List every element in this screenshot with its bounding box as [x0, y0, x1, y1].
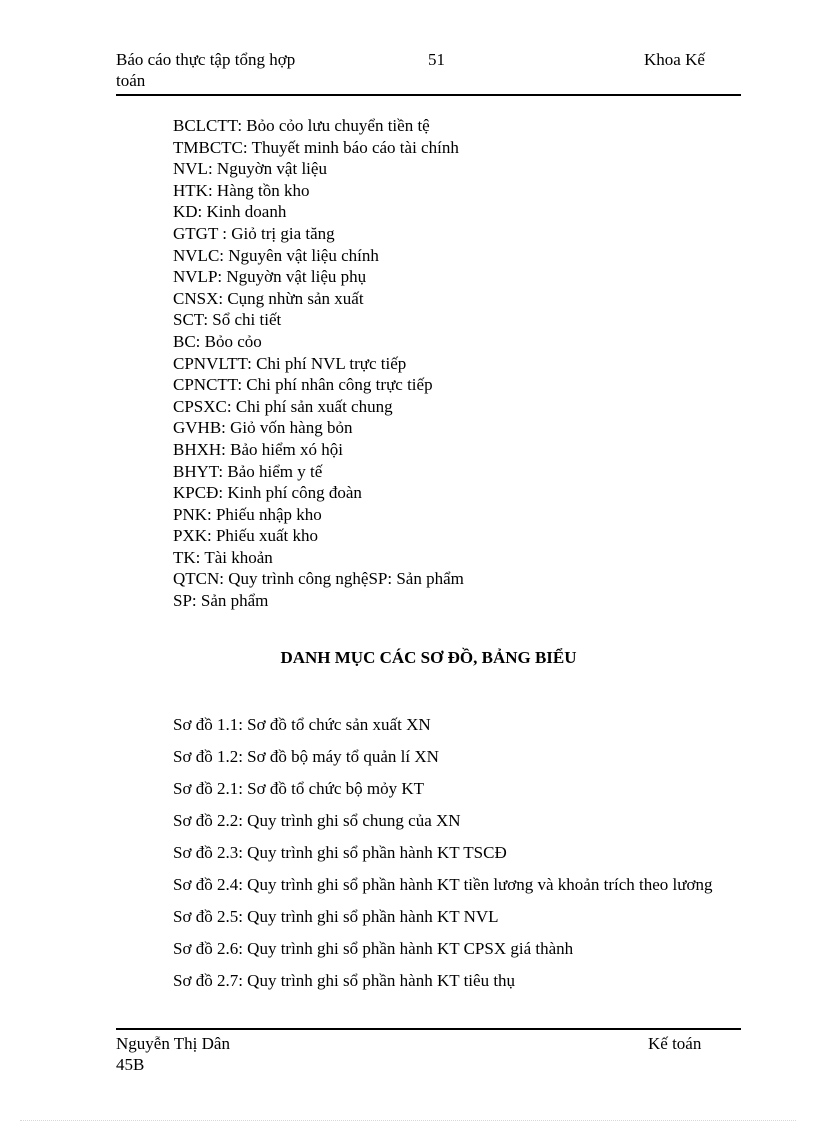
page-number: 51	[428, 50, 445, 69]
abbreviation-item: PXK: Phiếu xuất kho	[173, 526, 318, 546]
diagram-item: Sơ đồ 1.2: Sơ đồ bộ máy tổ quản lí XN	[173, 747, 439, 766]
page-edge-divider	[20, 1120, 796, 1121]
abbreviation-item: BC: Bỏo cỏo	[173, 331, 262, 351]
abbreviation-item: SCT: Sổ chi tiết	[173, 310, 282, 330]
header-title-line1: Báo cáo thực tập tổng hợp	[116, 50, 296, 69]
header-department: Khoa Kế	[644, 50, 705, 69]
abbreviation-item: BCLCTT: Bỏo cỏo lưu chuyển tiền tệ	[173, 116, 430, 135]
abbreviation-item: KPCĐ: Kinh phí công đoàn	[173, 483, 362, 503]
footer-divider	[116, 1028, 741, 1030]
section-title: DANH MỤC CÁC SƠ ĐỒ, BẢNG BIỂU	[280, 648, 577, 667]
abbreviation-item: KD: Kinh doanh	[173, 202, 287, 222]
diagram-list	[116, 709, 741, 997]
abbreviation-item: NVL: Nguyờn vật liệu	[173, 159, 327, 179]
abbreviation-item: GVHB: Giỏ vốn hàng bỏn	[173, 418, 353, 438]
abbreviation-item: CPNVLTT: Chi phí NVL trực tiếp	[173, 353, 407, 373]
diagram-item: Sơ đồ 1.1: Sơ đồ tổ chức sản xuất XN	[173, 715, 431, 734]
diagram-item: Sơ đồ 2.7: Quy trình ghi sổ phần hành KT tiêu thụ	[173, 971, 516, 990]
abbreviation-item: TMBCTC: Thuyết minh báo cáo tài chính	[173, 137, 459, 157]
abbreviation-item: CNSX: Cụng nhừn sản xuất	[173, 288, 364, 308]
footer-author	[116, 1033, 230, 1075]
diagram-item: Sơ đồ 2.3: Quy trình ghi sổ phần hành KT TSCĐ	[173, 843, 507, 862]
abbreviation-item: NVLP: Nguyờn vật liệu phụ	[173, 267, 367, 287]
abbreviation-item: PNK: Phiếu nhập kho	[173, 504, 322, 524]
header-title	[116, 49, 295, 91]
footer-field: Kế toán	[648, 1034, 702, 1053]
abbreviation-item: TK: Tài khoản	[173, 547, 273, 567]
footer-author-line1: Nguyễn Thị Dân	[116, 1034, 230, 1053]
diagram-item: Sơ đồ 2.5: Quy trình ghi sổ phần hành KT NVL	[173, 907, 499, 926]
abbreviation-item: QTCN: Quy trình công nghệSP: Sản phẩm	[173, 569, 464, 589]
abbreviation-item: SP: Sản phẩm	[173, 591, 269, 611]
diagram-item: Sơ đồ 2.6: Quy trình ghi sổ phần hành KT CPSX giá thành	[173, 939, 574, 958]
abbreviation-item: BHXH: Bảo hiểm xó hội	[173, 439, 343, 459]
abbreviation-item: HTK: Hàng tồn kho	[173, 180, 310, 200]
diagram-item: Sơ đồ 2.4: Quy trình ghi sổ phần hành KT tiền lương và khoản trích theo lương	[173, 875, 713, 894]
abbreviation-item: CPNCTT: Chi phí nhân công trực tiếp	[173, 375, 433, 395]
header-divider	[116, 94, 741, 96]
abbreviation-list	[173, 115, 464, 612]
diagram-item: Sơ đồ 2.2: Quy trình ghi sổ chung của XN	[173, 811, 461, 830]
abbreviation-item: CPSXC: Chi phí sản xuất chung	[173, 396, 393, 416]
header-title-line2: toán	[116, 71, 146, 90]
abbreviation-item: GTGT : Giỏ trị gia tăng	[173, 223, 335, 243]
abbreviation-item: NVLC: Nguyên vật liệu chính	[173, 245, 379, 265]
abbreviation-item: BHYT: Bảo hiểm y tế	[173, 461, 323, 481]
diagram-item: Sơ đồ 2.1: Sơ đồ tổ chức bộ mỏy KT	[173, 779, 425, 798]
footer-author-line2: 45B	[116, 1055, 145, 1074]
